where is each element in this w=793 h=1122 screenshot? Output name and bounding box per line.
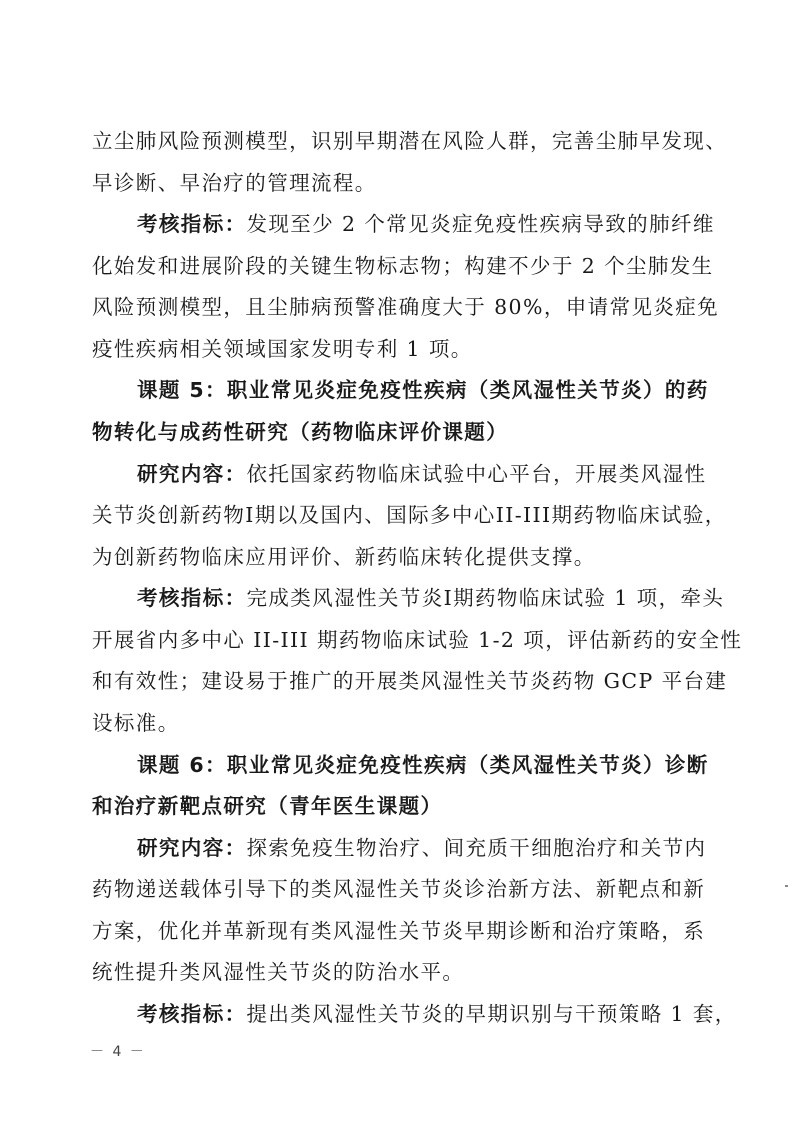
line-text: 发现至少 2 个常见炎症免疫性疾病导致的肺纤维: [246, 212, 715, 236]
line-text: 化始发和进展阶段的关键生物标志物；构建不少于 2 个尘肺发生: [92, 254, 714, 278]
body-line: [92, 709, 180, 737]
body-line: [137, 460, 706, 488]
section-heading-line: [137, 376, 709, 404]
body-line: [137, 834, 706, 862]
line-text: 开展省内多中心 II-III 期药物临床试验 1-2 项，评估新药的安全性: [92, 628, 743, 652]
line-text: 完成类风湿性关节炎I期药物临床试验 1 项，牵头: [246, 586, 725, 610]
heading-text: 课题 6：职业常见炎症免疫性疾病（类风湿性关节炎）诊断: [137, 753, 709, 777]
paragraph-label: 考核指标：: [137, 212, 247, 236]
body-line: [92, 667, 727, 695]
section-heading-line: [92, 418, 508, 446]
paragraph-label: 考核指标：: [137, 1002, 247, 1026]
line-text: 提出类风湿性关节炎的早期识别与干预策略 1 套，: [246, 1002, 737, 1026]
paragraph-label: 研究内容：: [137, 836, 247, 860]
body-line: [92, 501, 727, 529]
body-line: [137, 584, 724, 612]
body-line: [92, 335, 473, 363]
section-heading-line: [92, 792, 442, 820]
line-text: 关节炎创新药物I期以及国内、国际多中心II-III期药物临床试验，: [92, 503, 727, 527]
heading-text: 课题 5：职业常见炎症免疫性疾病（类风湿性关节炎）的药: [137, 378, 709, 402]
line-text: 药物递送载体引导下的类风湿性关节炎诊治新方法、新靶点和新: [92, 877, 706, 901]
margin-mark: [785, 885, 788, 887]
body-line: [92, 293, 719, 321]
line-text: 方案，优化并革新现有类风湿性关节炎早期诊断和治疗策略，系: [92, 919, 706, 943]
body-line: [92, 252, 714, 280]
paragraph-label: 考核指标：: [137, 586, 247, 610]
line-text: 为创新药物临床应用评价、新药临床转化提供支撑。: [92, 545, 596, 569]
line-text: 和有效性；建设易于推广的开展类风湿性关节炎药物 GCP 平台建: [92, 669, 728, 693]
section-heading-line: [137, 751, 709, 779]
paragraph-label: 研究内容：: [137, 462, 247, 486]
body-line: [92, 917, 705, 945]
body-line: [92, 958, 464, 986]
body-line: [92, 169, 377, 197]
body-line: [137, 1000, 737, 1028]
body-line: [92, 875, 705, 903]
line-text: 探索免疫生物治疗、间充质干细胞治疗和关节内: [246, 836, 707, 860]
body-line: [92, 543, 596, 571]
line-text: 依托国家药物临床试验中心平台，开展类风湿性: [246, 462, 707, 486]
line-text: 设标准。: [92, 711, 180, 735]
line-text: 疫性疾病相关领域国家发明专利 1 项。: [92, 337, 473, 361]
body-line: [92, 626, 742, 654]
body-line: [92, 127, 727, 155]
body-line: [137, 210, 715, 238]
line-text: 早诊断、早治疗的管理流程。: [92, 171, 377, 195]
line-text: 统性提升类风湿性关节炎的防治水平。: [92, 960, 465, 984]
heading-text: 和治疗新靶点研究（青年医生课题）: [92, 794, 443, 818]
line-text: 立尘肺风险预测模型，识别早期潜在风险人群，完善尘肺早发现、: [92, 129, 728, 153]
page-number: － 4 －: [90, 1044, 146, 1060]
heading-text: 物转化与成药性研究（药物临床评价课题）: [92, 420, 509, 444]
line-text: 风险预测模型，且尘肺病预警准确度大于 80%，申请常见炎症免: [92, 295, 720, 319]
